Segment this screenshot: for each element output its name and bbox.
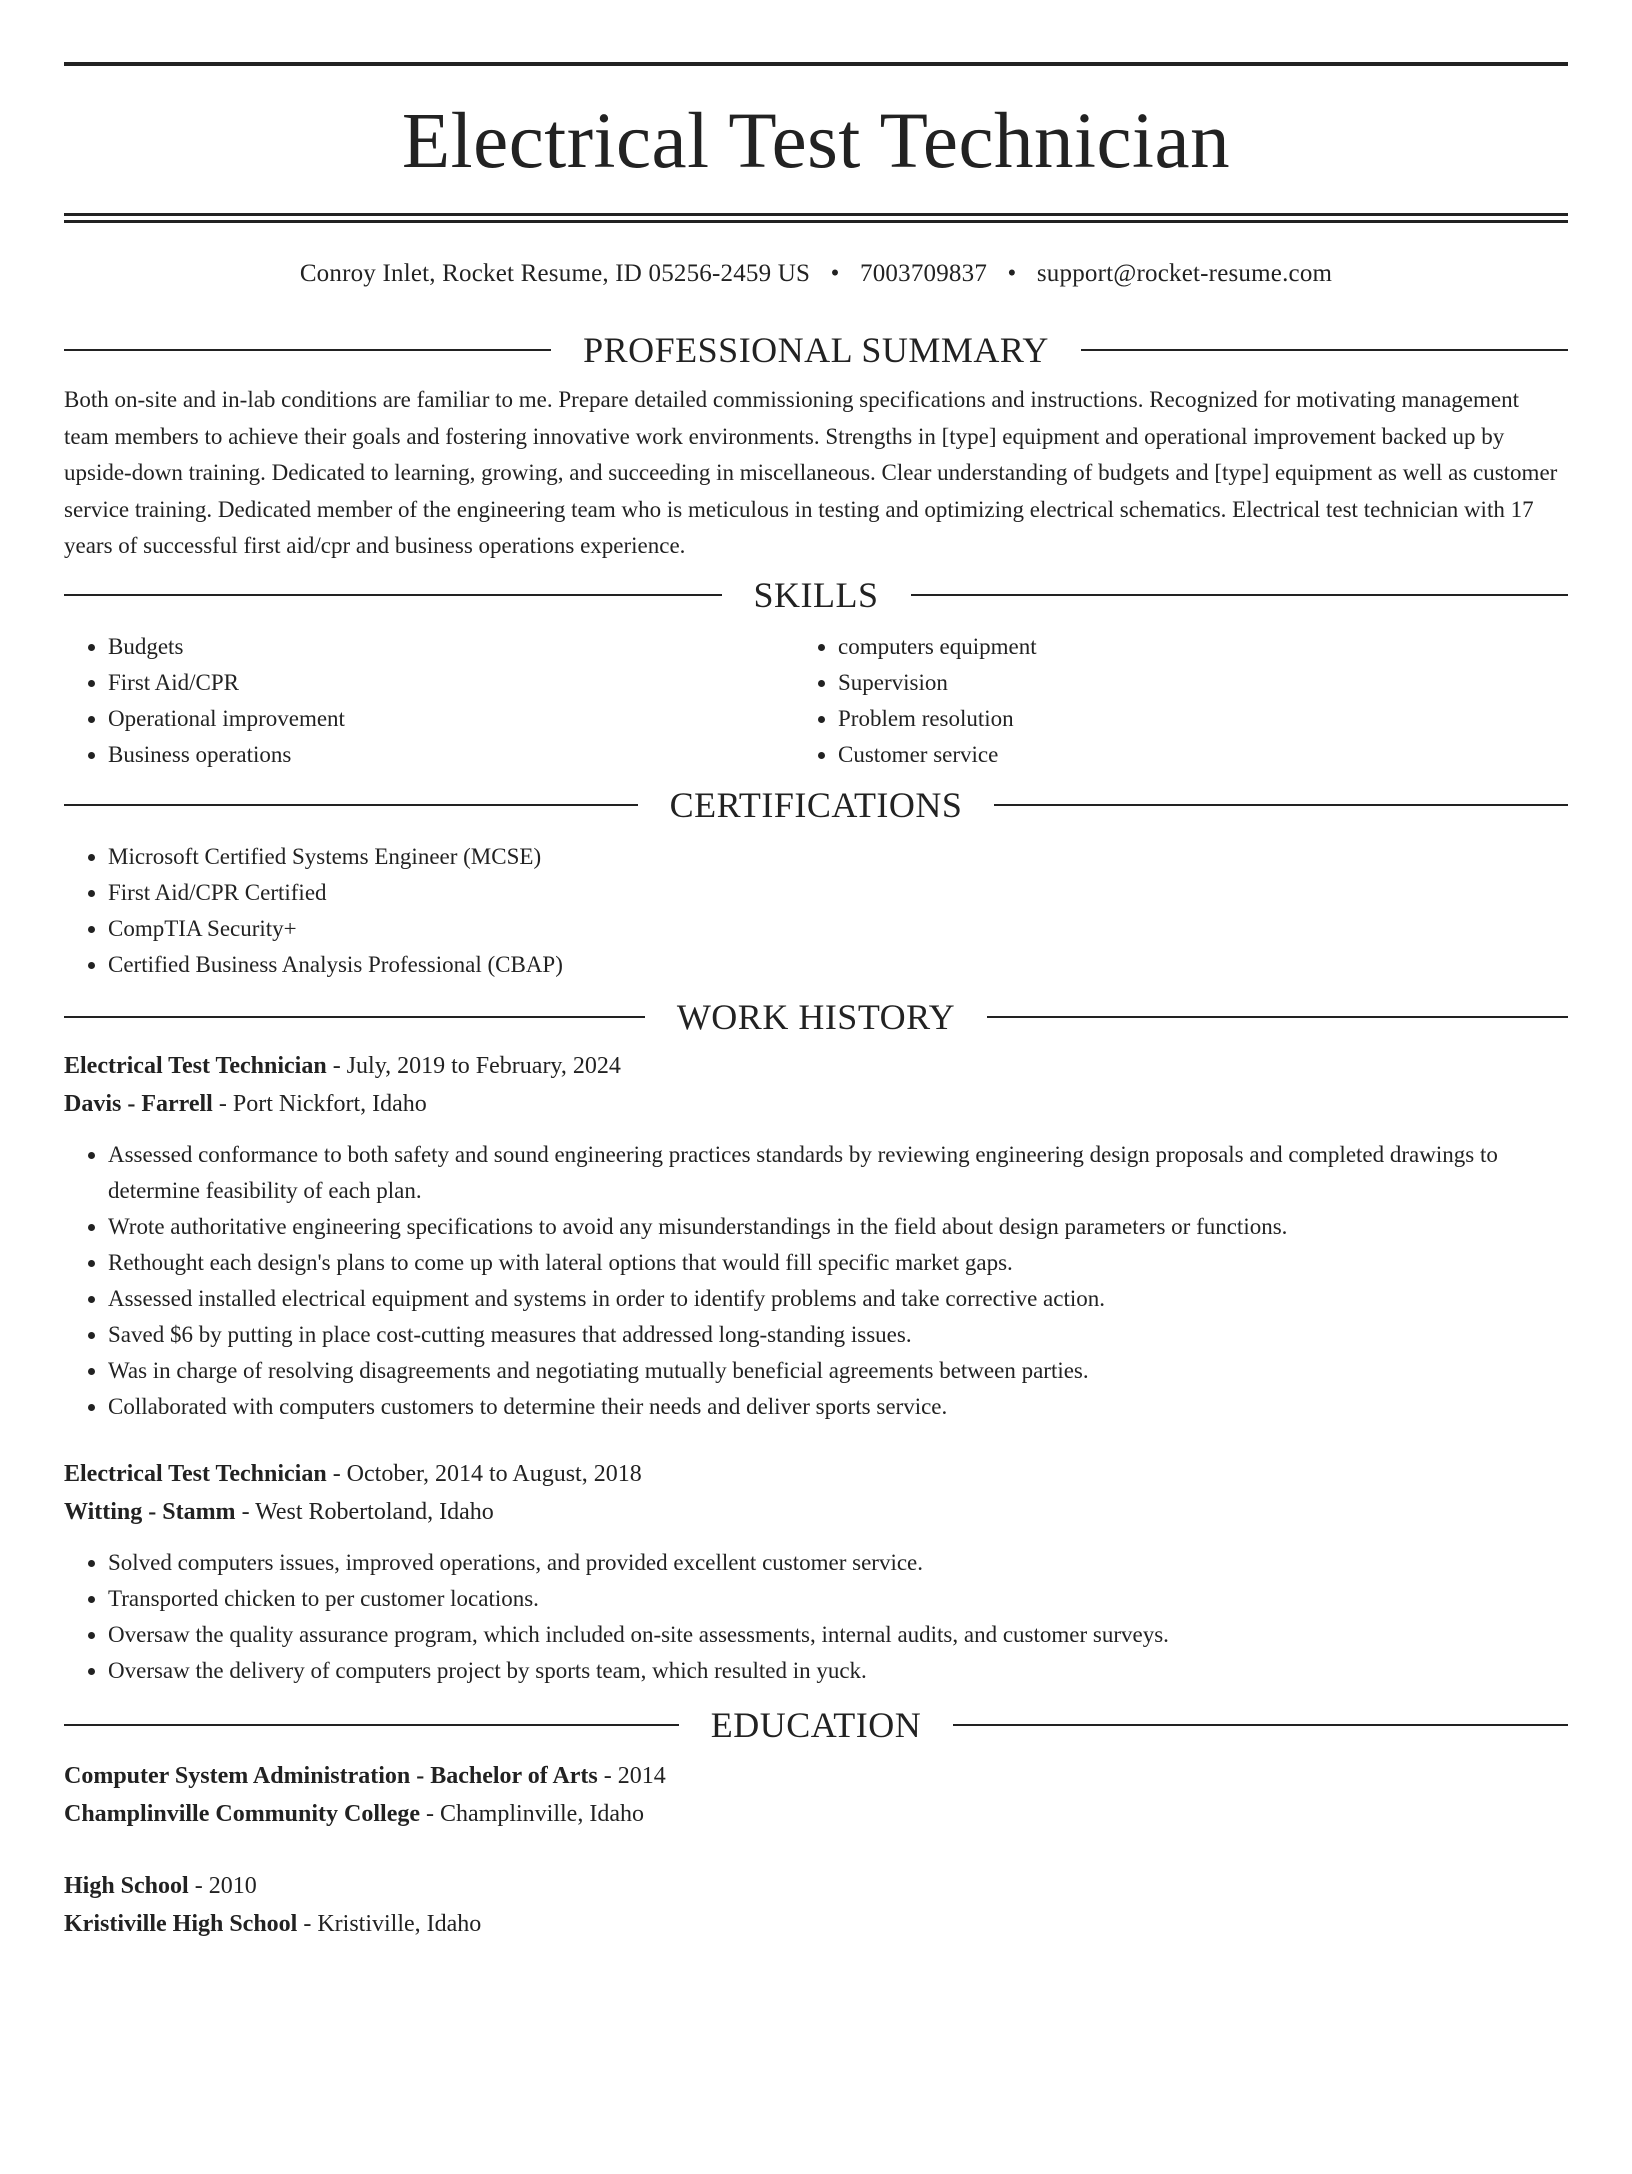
education-entry (64, 1867, 1568, 1943)
job-location: - West Robertoland, Idaho (235, 1498, 494, 1525)
skills-column-left (64, 629, 838, 773)
education-degree: Computer System Administration - Bachelor of Arts (64, 1762, 598, 1789)
job-location: - Port Nickfort, Idaho (212, 1090, 427, 1117)
job-bullet: • Transported chicken to per customer locations. (108, 1581, 1568, 1617)
job-dates: - July, 2019 to February, 2024 (326, 1052, 621, 1079)
job-dates: - October, 2014 to August, 2018 (326, 1460, 642, 1487)
certification-item: • First Aid/CPR Certified (108, 875, 1568, 911)
section-rule (64, 1016, 645, 1018)
education-degree: High School (64, 1872, 189, 1899)
skill-item: • computers equipment (838, 629, 1568, 665)
section-title: WORK HISTORY (676, 996, 956, 1037)
certifications-list (64, 839, 1568, 983)
section-rule (64, 804, 638, 806)
job-bullet: • Rethought each design's plans to come up with lateral options that would fill specific market gaps. (108, 1245, 1568, 1281)
resume-name: Electrical Test Technician (401, 98, 1231, 185)
job-company: Davis - Farrell (64, 1090, 213, 1117)
certification-item: • Microsoft Certified Systems Engineer (MCSE) (108, 839, 1568, 875)
job-company: Witting - Stamm (64, 1498, 236, 1525)
section-header-work-history (64, 996, 1568, 1037)
skill-item: • Supervision (838, 665, 1568, 701)
education-degree-line (64, 1757, 1568, 1795)
job-bullet: • Solved computers issues, improved operations, and provided excellent customer service. (108, 1545, 1568, 1581)
education-location: - Champlinville, Idaho (420, 1800, 644, 1827)
job-bullets (64, 1545, 1568, 1689)
section-rule (1081, 349, 1568, 351)
section-rule (987, 1016, 1568, 1018)
double-rule (64, 213, 1568, 223)
contact-address: Conroy Inlet, Rocket Resume, ID 05256-2459 US (299, 260, 811, 287)
skills-column-right (838, 629, 1568, 773)
education-school: Kristiville High School (64, 1910, 298, 1937)
section-rule (994, 804, 1568, 806)
skills-list (64, 629, 1568, 773)
skill-item: • Problem resolution (838, 701, 1568, 737)
education-school-line (64, 1795, 1568, 1833)
job-entry (64, 1047, 1568, 1425)
contact-phone: 7003709837 (860, 260, 988, 287)
contact-email: support@rocket-resume.com (1036, 260, 1333, 287)
education-location: - Kristiville, Idaho (297, 1910, 482, 1937)
education-year: - 2010 (188, 1872, 257, 1899)
section-title: PROFESSIONAL SUMMARY (583, 330, 1049, 370)
contact-separator: • (1007, 260, 1017, 287)
section-header-certifications (64, 784, 1568, 825)
section-title: EDUCATION (710, 1704, 922, 1745)
job-bullet: • Assessed conformance to both safety and sound engineering practices standards by reviewing engineering design proposals and completed drawings to determine feasibility of each plan. (108, 1137, 1568, 1209)
job-bullets (64, 1137, 1568, 1425)
job-bullet: • Saved $6 by putting in place cost-cutting measures that addressed long-standing issues. (108, 1317, 1568, 1353)
skill-item: • Customer service (838, 737, 1568, 773)
contact-separator: • (830, 260, 840, 287)
job-company-line (64, 1493, 1568, 1531)
job-title: Electrical Test Technician (64, 1460, 327, 1487)
job-bullet: • Was in charge of resolving disagreements and negotiating mutually beneficial agreements between parties. (108, 1353, 1568, 1389)
section-header-education (64, 1704, 1568, 1745)
section-title: SKILLS (753, 574, 879, 615)
section-rule (953, 1724, 1568, 1726)
job-title-line (64, 1455, 1568, 1493)
section-header-summary (64, 332, 1568, 368)
section-title: CERTIFICATIONS (669, 784, 963, 825)
job-title-line (64, 1047, 1568, 1085)
education-year: - 2014 (597, 1762, 666, 1789)
education-degree-line (64, 1867, 1568, 1905)
education-entry (64, 1757, 1568, 1833)
section-rule (64, 594, 722, 596)
section-rule (64, 1724, 679, 1726)
skill-item: • Budgets (108, 629, 838, 665)
summary-text: Both on-site and in-lab conditions are familiar to me. Prepare detailed commissioning specifications and instructions. Recognized for motivating management team members to achieve their goals and fostering innovative work environments. Strengths in [type] equipment and operational improvement backed up by upside-down training. Dedicated to learning, growing, and succeeding in miscellaneous. Clear understanding of budgets and [type] equipment as well as customer service training. Dedicated member of the engineering team who is meticulous in testing and optimizing electrical schematics. Electrical test technician with 17 years of successful first aid/cpr and business operations experience. (64, 387, 1558, 558)
job-entry (64, 1455, 1568, 1689)
section-header-skills (64, 574, 1568, 615)
skill-item: • Business operations (108, 737, 838, 773)
education-school-line (64, 1905, 1568, 1943)
job-bullet: • Oversaw the quality assurance program, which included on-site assessments, internal audits, and customer surveys. (108, 1617, 1568, 1653)
certification-item: • CompTIA Security+ (108, 911, 1568, 947)
job-bullet: • Wrote authoritative engineering specifications to avoid any misunderstandings in the field about design parameters or functions. (108, 1209, 1568, 1245)
section-rule (64, 349, 551, 351)
section-rule (911, 594, 1569, 596)
job-bullet: • Oversaw the delivery of computers project by sports team, which resulted in yuck. (108, 1653, 1568, 1689)
certification-item: • Certified Business Analysis Professional (CBAP) (108, 947, 1568, 983)
skill-item: • Operational improvement (108, 701, 838, 737)
job-company-line (64, 1085, 1568, 1123)
top-rule (64, 62, 1568, 66)
resume-page (0, 62, 1632, 2174)
contact-line (64, 261, 1568, 286)
job-title: Electrical Test Technician (64, 1052, 327, 1079)
job-bullet: • Assessed installed electrical equipment and systems in order to identify problems and take corrective action. (108, 1281, 1568, 1317)
skill-item: • First Aid/CPR (108, 665, 838, 701)
education-school: Champlinville Community College (64, 1800, 421, 1827)
job-bullet: • Collaborated with computers customers to determine their needs and deliver sports service. (108, 1389, 1568, 1425)
